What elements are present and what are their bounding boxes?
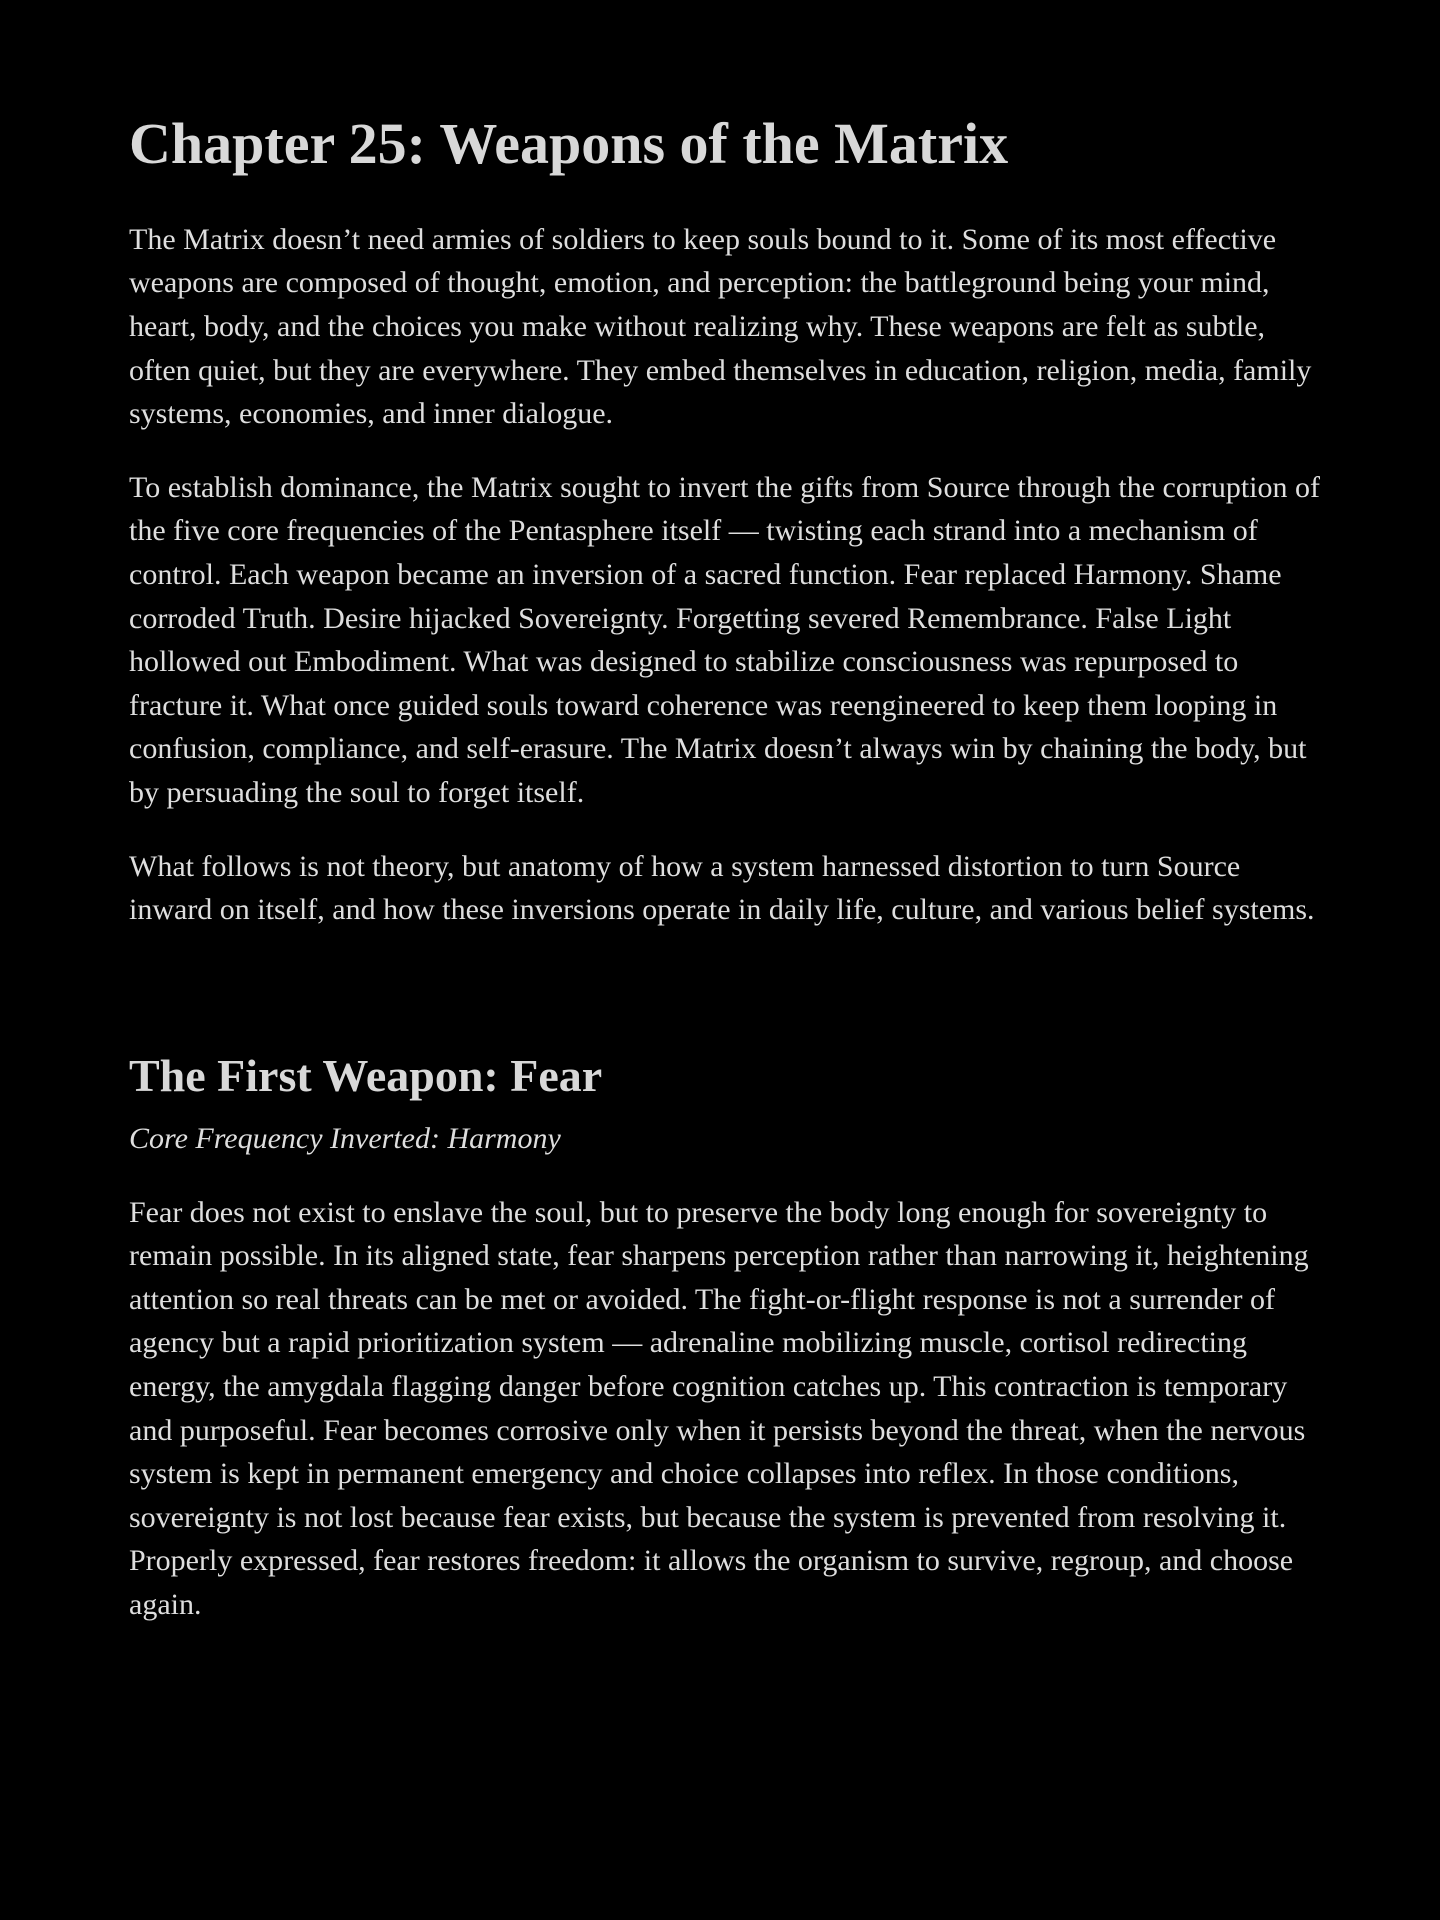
document-page [129, 112, 1329, 1657]
section-subtitle: Core Frequency Inverted: Harmony [129, 1121, 561, 1155]
intro-paragraph-2: To establish dominance, the Matrix sought to invert the gifts from Source through the corruption of the five core frequencies of the Pentasphere itself — twisting each strand into a mechanism of control. Each weapon became an inversion of a sacred function. Fear replaced Harmony. Shame corroded Truth. Desire hijacked Sovereignty. Forgetting severed Remembrance. False Light hollowed out Embodiment. What was designed to stabilize consciousness was repurposed to fracture it. What once guided souls toward coherence was reengineered to keep them looping in confusion, compliance, and self-erasure. The Matrix doesn’t always win by chaining the body, but by persuading the soul to forget itself. [129, 470, 1320, 809]
section-paragraph: Fear does not exist to enslave the soul, but to preserve the body long enough for sovereignty to remain possible. In its aligned state, fear sharpens perception rather than narrowing it, heightening attention so real threats can be met or avoided. The fight-or-flight response is not a surrender of agency but a rapid prioritization system — adrenaline mobilizing muscle, cortisol redirecting energy, the amygdala flagging danger before cognition catches up. This contraction is temporary and purposeful. Fear becomes corrosive only when it persists beyond the threat, when the nervous system is kept in permanent emergency and choice collapses into reflex. In those conditions, sovereignty is not lost because fear exists, but because the system is prevented from resolving it. Properly expressed, fear restores freedom: it allows the organism to survive, regroup, and choose again. [129, 1195, 1309, 1621]
intro-paragraph-3: What follows is not theory, but anatomy of how a system harnessed distortion to turn Source inward on itself, and how these inversions operate in daily life, culture, and various belief systems. [129, 849, 1315, 927]
chapter-title: Chapter 25: Weapons of the Matrix [129, 111, 1009, 176]
section-title: The First Weapon: Fear [129, 1049, 603, 1101]
intro-paragraph-1: The Matrix doesn’t need armies of soldiers to keep souls bound to it. Some of its most effective weapons are composed of thought, emotion, and perception: the battleground being your mind, heart, body, and the choices you make without realizing why. These weapons are felt as subtle, often quiet, but they are everywhere. They embed themselves in education, religion, media, family systems, economies, and inner dialogue. [129, 222, 1312, 431]
